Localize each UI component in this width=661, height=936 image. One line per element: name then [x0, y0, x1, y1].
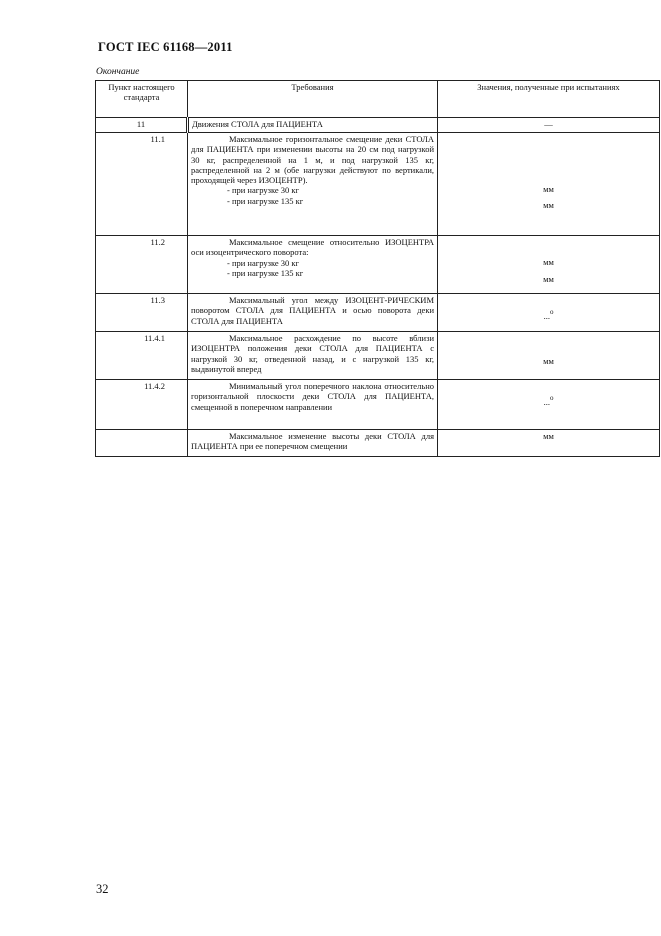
unit-label: мм [543, 356, 554, 366]
unit-label: мм [543, 274, 554, 284]
document-header: ГОСТ IEC 61168—2011 [98, 40, 233, 54]
value-dots: ... [543, 397, 550, 407]
requirement-text [188, 133, 438, 236]
table-row [96, 133, 660, 236]
degree-unit: о [549, 308, 554, 316]
requirement-item: - при нагрузке 135 кг [227, 267, 304, 278]
clause-number: 11.4.2 [96, 380, 188, 430]
column-header-clause: Пункт настоящего стандарта [96, 81, 188, 118]
requirement-text [188, 236, 438, 294]
requirement-item: - при нагрузке 30 кг [227, 257, 300, 268]
table-row [96, 332, 660, 380]
unit-label: мм [543, 184, 554, 194]
requirement-paragraph: Максимальное расхождение по высоте вблизи ИЗОЦЕНТРА положения деки СТОЛА для ПАЦИЕНТА с нагрузкой 30 кг, отведенной назад, и с нагрузкой 135 кг, выдвинутой вперед [191, 333, 434, 374]
requirement-text [188, 380, 438, 430]
column-header-values: Значения, полученные при испытаниях [438, 81, 660, 118]
section-number: 11 [96, 118, 188, 133]
value-cell [438, 332, 660, 380]
value-cell [438, 294, 660, 332]
value-cell [438, 236, 660, 294]
requirements-table [95, 80, 660, 457]
requirement-paragraph: Максимальное изменение высоты деки СТОЛА для ПАЦИЕНТА при ее поперечном смещении [191, 431, 434, 452]
clause-number: 11.4.1 [96, 332, 188, 380]
value-cell [438, 430, 660, 457]
continuation-label: Окончание [96, 67, 140, 77]
requirement-paragraph: Максимальное смещение относительно ИЗОЦЕНТРА оси изоцентрического поворота: [191, 237, 434, 258]
clause-number: 11.1 [96, 133, 188, 236]
unit-label: мм [543, 200, 554, 210]
requirement-text [188, 294, 438, 332]
degree-unit: о [549, 394, 554, 402]
section-row [96, 118, 660, 133]
value-cell [438, 380, 660, 430]
table-row [96, 380, 660, 430]
value-cell [438, 133, 660, 236]
unit-label: мм [543, 257, 554, 267]
value-dots: ... [543, 311, 550, 321]
clause-number: 11.3 [96, 294, 188, 332]
table-row [96, 430, 660, 457]
clause-number [96, 430, 188, 457]
table-header-row [96, 81, 660, 118]
angle-value [438, 308, 659, 322]
column-header-requirements: Требования [188, 81, 438, 118]
table-row [96, 236, 660, 294]
table-row [96, 294, 660, 332]
angle-value [438, 394, 659, 408]
requirement-item: - при нагрузке 135 кг [227, 195, 304, 206]
page-number: 32 [96, 882, 109, 896]
section-title: Движения СТОЛА для ПАЦИЕНТА [188, 118, 438, 133]
clause-number: 11.2 [96, 236, 188, 294]
requirement-paragraph: Минимальный угол поперечного наклона относительно горизонтальной плоскости деки СТОЛА для ПАЦИЕНТА, смещенной в поперечном направлении [191, 381, 434, 412]
section-value: — [438, 118, 660, 133]
requirement-text [188, 430, 438, 457]
requirement-item: - при нагрузке 30 кг [227, 185, 300, 196]
requirement-paragraph: Максимальное горизонтальное смещение деки СТОЛА для ПАЦИЕНТА при изменении высоты на 20 см под нагрузкой 30 кг, распределенной на 1 м, и под нагрузкой 135 кг, распределенной на 2 м (обе нагрузки действуют по вертикали, проходящей через ИЗОЦЕНТР). [191, 134, 434, 186]
requirement-paragraph: Максимальный угол между ИЗОЦЕНТ-РИЧЕСКИМ поворотом СТОЛА для ПАЦИЕНТА и осью поворота деки СТОЛА для ПАЦИЕНТА [191, 295, 434, 326]
unit-label: мм [543, 431, 554, 441]
requirement-text [188, 332, 438, 380]
